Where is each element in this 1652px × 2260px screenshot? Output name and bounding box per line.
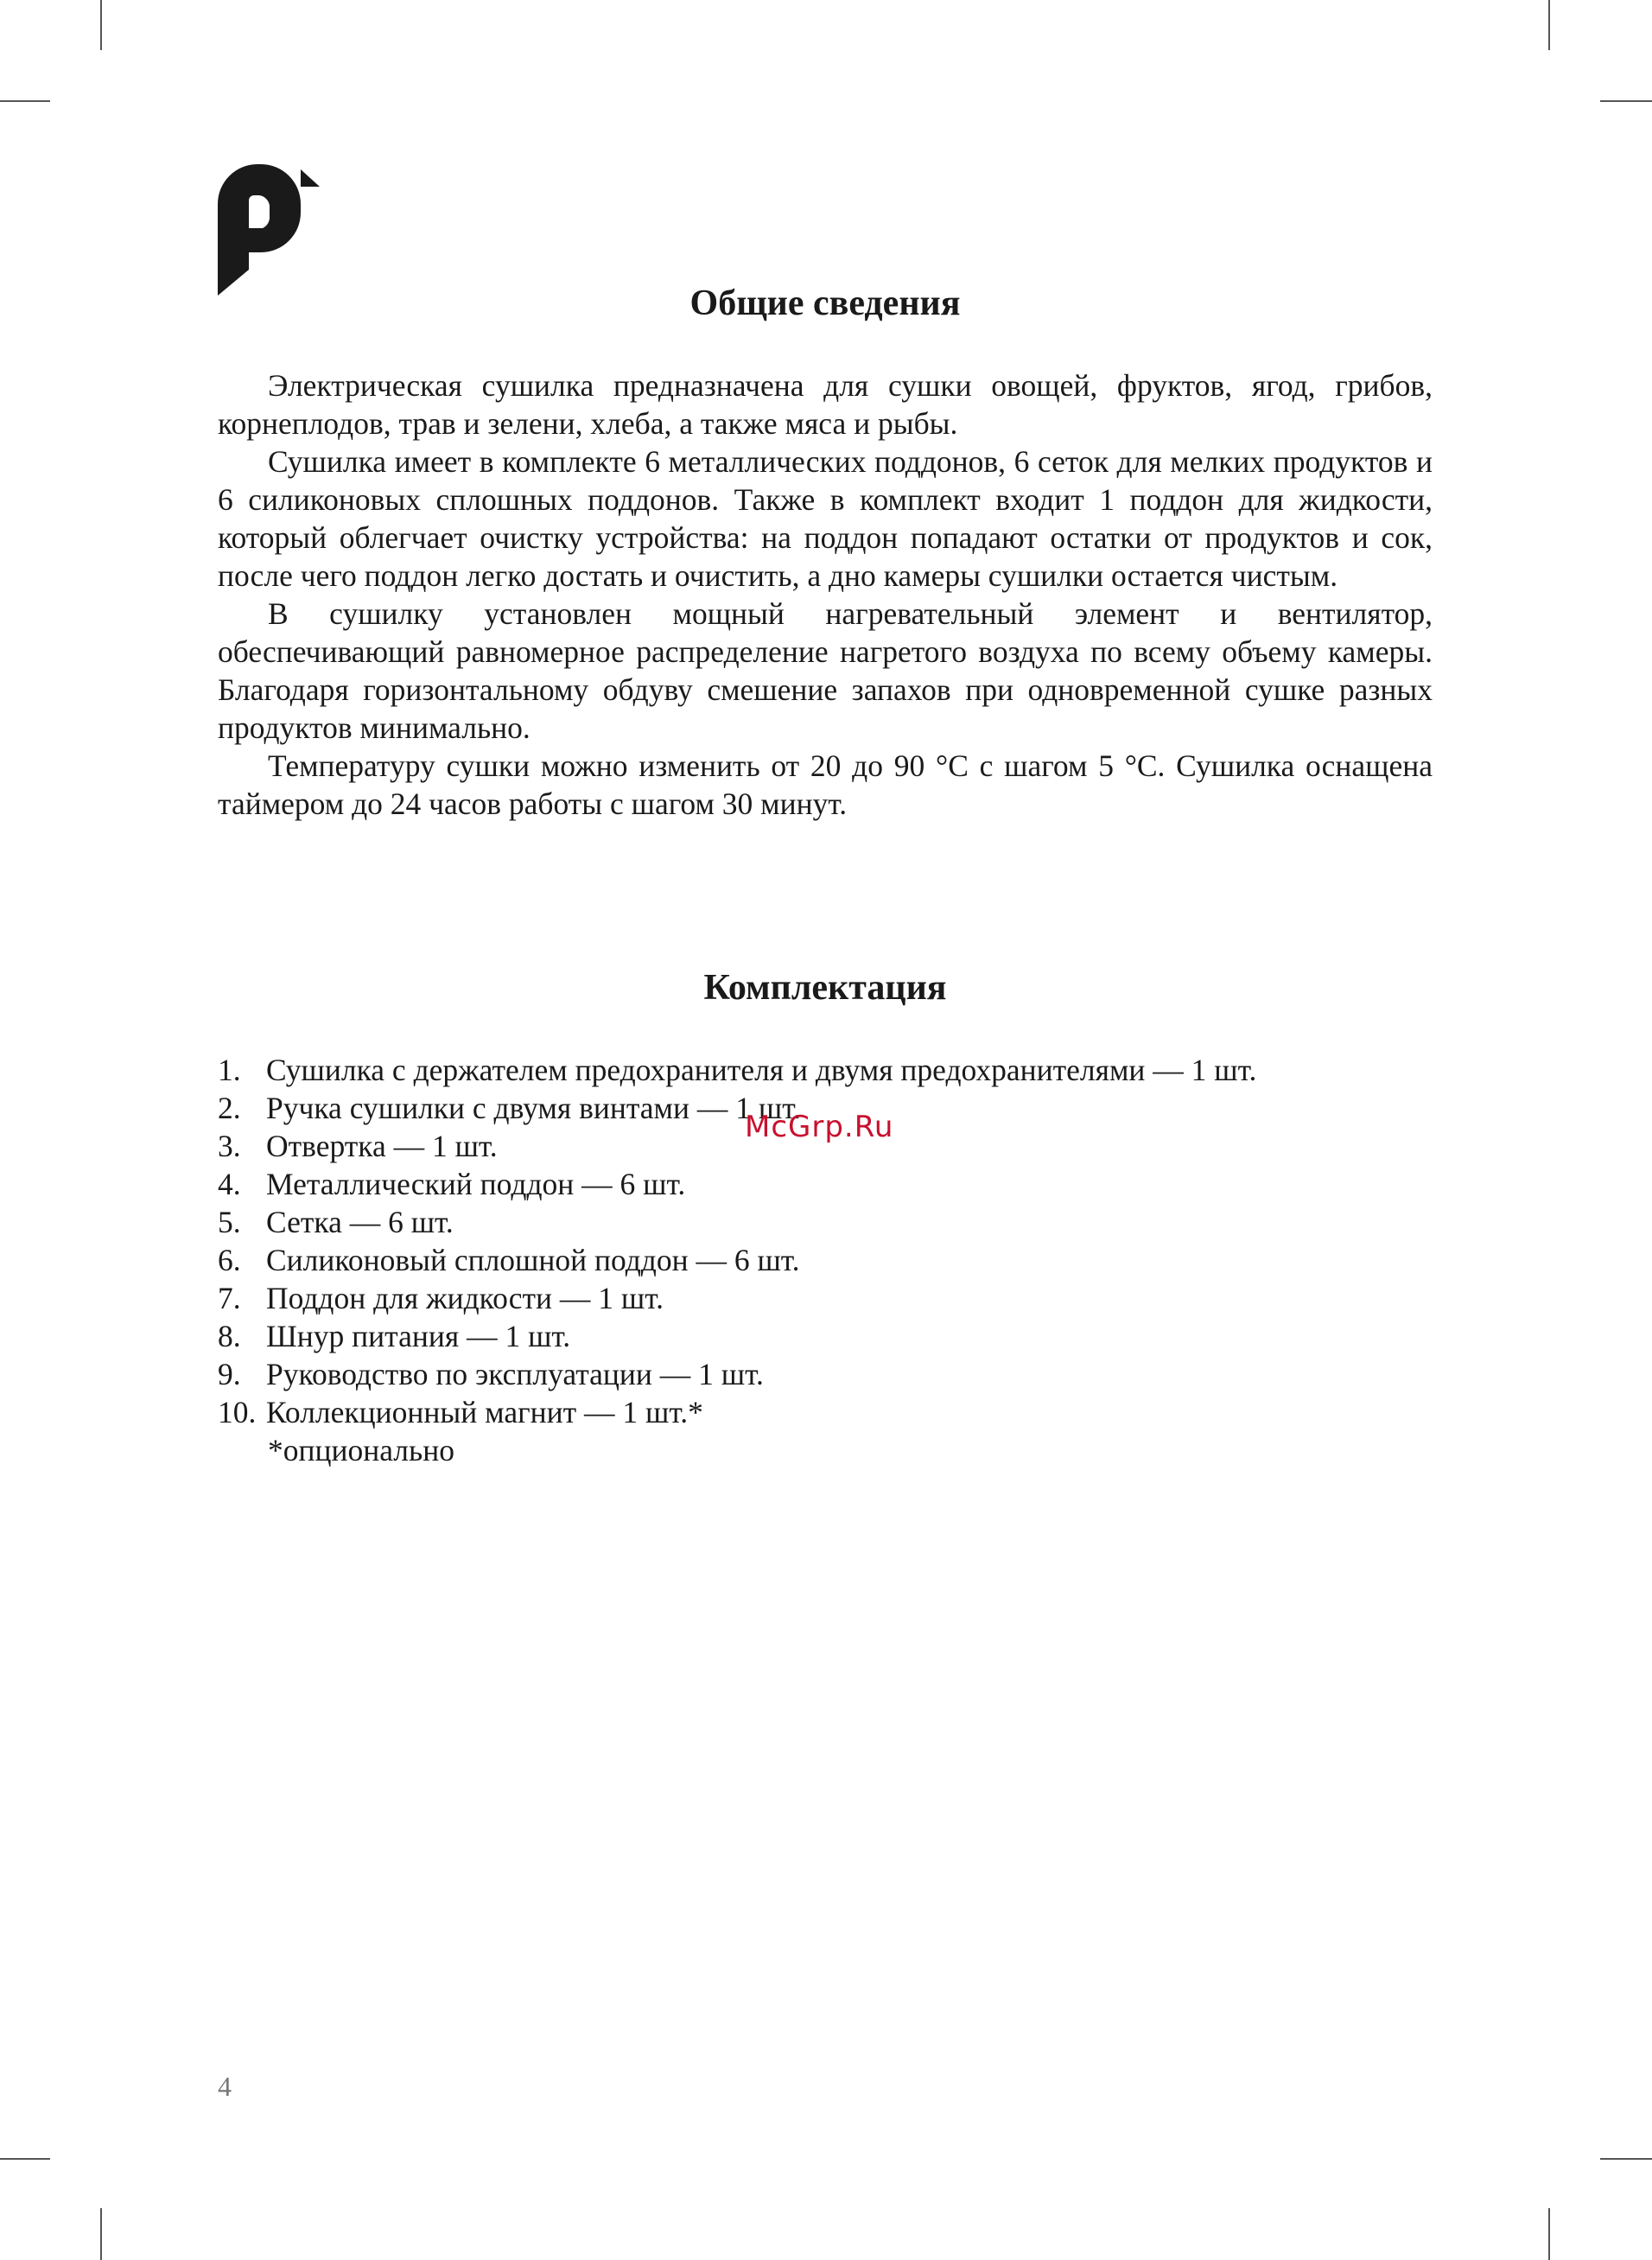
list-number: 10. bbox=[218, 1395, 257, 1429]
list-text: Силиконовый сплошной поддон — 6 шт. bbox=[266, 1243, 800, 1277]
list-number: 6. bbox=[218, 1243, 241, 1277]
list-text: Шнур питания — 1 шт. bbox=[266, 1319, 571, 1353]
list-text: Сетка — 6 шт. bbox=[266, 1205, 454, 1239]
list-text: Сушилка с держателем предохранителя и двумя предохранителями — 1 шт. bbox=[266, 1053, 1257, 1087]
list-text: Поддон для жидкости — 1 шт. bbox=[266, 1281, 664, 1315]
crop-mark bbox=[1548, 2208, 1550, 2260]
list-item bbox=[218, 1393, 1433, 1431]
section-title-contents: Комплектация bbox=[703, 968, 947, 1008]
crop-mark bbox=[0, 2158, 50, 2160]
paragraph: Сушилка имеет в комплекте 6 металлических поддонов, 6 сеток для мелких продуктов и 6 силиконовых сплошных поддонов. Также в комплект входит 1 поддон для жидкости, который облегчает очистку устройства: на поддон попадают остатки от продуктов и сок, после чего поддон легко достать и очистить, а дно камеры сушилки остается чистым. bbox=[218, 444, 1433, 593]
list-number: 2. bbox=[218, 1091, 241, 1125]
list-item bbox=[218, 1279, 1433, 1317]
crop-mark bbox=[1600, 100, 1652, 102]
list-item bbox=[218, 1317, 1433, 1355]
list-text: Отвертка — 1 шт. bbox=[266, 1129, 498, 1163]
list-item bbox=[218, 1165, 1433, 1203]
paragraph: Температуру сушки можно изменить от 20 до 90 °C с шагом 5 °C. Сушилка оснащена таймером до 24 часов работы с шагом 30 минут. bbox=[218, 748, 1433, 821]
list-item bbox=[218, 1051, 1433, 1089]
list-item bbox=[218, 1241, 1433, 1279]
crop-mark bbox=[100, 2208, 102, 2260]
list-number: 3. bbox=[218, 1129, 241, 1163]
list-number: 4. bbox=[218, 1167, 241, 1201]
list-number: 8. bbox=[218, 1319, 241, 1353]
paragraph: Электрическая сушилка предназначена для сушки овощей, фруктов, ягод, грибов, корнеплодов, трав и зелени, хлеба, а также мяса и рыбы. bbox=[218, 368, 1433, 441]
section-title-general: Общие сведения bbox=[689, 283, 961, 323]
brand-p-logo-icon bbox=[218, 164, 320, 296]
list-text: Металлический поддон — 6 шт. bbox=[266, 1167, 686, 1201]
list-number: 7. bbox=[218, 1281, 241, 1315]
footnote: *опционально bbox=[268, 1433, 454, 1467]
list-text: Руководство по эксплуатации — 1 шт. bbox=[266, 1357, 764, 1391]
list-number: 5. bbox=[218, 1205, 241, 1239]
crop-mark bbox=[1600, 2158, 1652, 2160]
general-body bbox=[218, 366, 1433, 823]
crop-mark bbox=[1548, 0, 1550, 50]
list-item bbox=[218, 1203, 1433, 1241]
watermark-link[interactable]: McGrp.Ru bbox=[745, 1110, 894, 1144]
contents-list bbox=[218, 1051, 1433, 1431]
list-text: Коллекционный магнит — 1 шт.* bbox=[266, 1395, 703, 1429]
paragraph: В сушилку установлен мощный нагревательный элемент и вентилятор, обеспечивающий равномерное распределение нагретого воздуха по всему объему камеры. Благодаря горизонтальному обдуву смешение запахов при одновременной сушке разных продуктов минимально. bbox=[218, 596, 1433, 745]
crop-mark bbox=[0, 100, 50, 102]
list-number: 9. bbox=[218, 1357, 241, 1391]
list-item bbox=[218, 1355, 1433, 1393]
page-number: 4 bbox=[218, 2071, 232, 2102]
list-text: Ручка сушилки с двумя винтами — 1 шт. bbox=[266, 1091, 801, 1125]
crop-mark bbox=[100, 0, 102, 50]
list-number: 1. bbox=[218, 1053, 241, 1087]
